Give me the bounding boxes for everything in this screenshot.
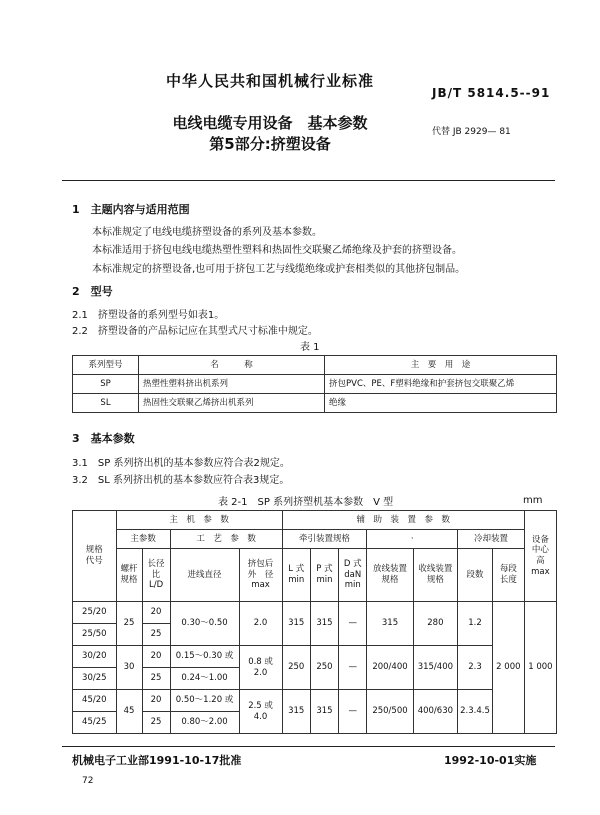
group-header-haul: 牵引装置规格 — [282, 530, 367, 549]
table-cell: 20 — [142, 690, 170, 712]
col-header: 长径比 L/D — [142, 549, 170, 602]
table-cell: 25/20 — [73, 602, 117, 624]
col-header: L 式 min — [282, 549, 310, 602]
table-cell: 30/20 — [73, 646, 117, 668]
group-header-mainparam: 主参数 — [116, 530, 170, 549]
table-cell: 400/630 — [413, 690, 457, 734]
table-1 — [72, 355, 557, 413]
header-rule — [62, 180, 555, 181]
table-cell: 0.24～1.00 — [170, 668, 239, 690]
col-header: P 式 min — [310, 549, 338, 602]
table-cell: 2.3 — [458, 646, 493, 690]
col-header: 收线装置 规格 — [413, 549, 457, 602]
paragraph: 2.1 挤塑设备的系列型号如表1。 — [72, 310, 225, 321]
table-cell: 315 — [310, 602, 338, 646]
col-header: 放线装置 规格 — [367, 549, 413, 602]
document-title: 电线电缆专用设备 基本参数 — [172, 114, 368, 132]
footer-rule — [62, 746, 555, 747]
table-cell: 绝缘 — [325, 394, 557, 413]
paragraph: 本标准适用于挤包电线电缆热塑性塑料和热固性交联聚乙烯绝缘及护套的挤塑设备。 — [92, 245, 462, 256]
table-cell: 45/25 — [73, 712, 117, 734]
table2-caption: 表 2-1 SP 系列挤塑机基本参数 V 型 — [218, 497, 394, 508]
document-subtitle: 第5部分:挤塑设备 — [209, 135, 331, 153]
table-cell: 20 — [142, 602, 170, 624]
table-cell: 315/400 — [413, 646, 457, 690]
col-header: 挤包后 外 径 max — [239, 549, 282, 602]
table-cell: 25 — [142, 712, 170, 734]
table-cell: 45/20 — [73, 690, 117, 712]
section-1-heading: 1 主题内容与适用范围 — [72, 203, 190, 216]
table-cell: 315 — [367, 602, 413, 646]
table-2 — [72, 510, 557, 734]
table-cell: 45 — [116, 690, 142, 734]
table-cell: 315 — [282, 690, 310, 734]
table-cell: 2.5 或 4.0 — [239, 690, 282, 734]
page-number: 72 — [82, 776, 94, 786]
table-cell: 热塑性塑料挤出机系列 — [139, 375, 325, 394]
table-cell: 30 — [116, 646, 142, 690]
group-header-main: 主 机 参 数 — [116, 511, 282, 530]
col-header-spec: 规格 代号 — [73, 511, 117, 602]
table-cell: 0.30～0.50 — [170, 602, 239, 646]
table-cell: 1.2 — [458, 602, 493, 646]
table-cell: SP — [73, 375, 139, 394]
table-cell: 2.3.4.5 — [458, 690, 493, 734]
table-cell: 20 — [142, 646, 170, 668]
table-cell: 0.80～2.00 — [170, 712, 239, 734]
table-cell: 250/500 — [367, 690, 413, 734]
group-header-cooling: 冷却装置 — [458, 530, 525, 549]
table-cell: — — [339, 602, 367, 646]
table-cell: 30/25 — [73, 668, 117, 690]
col-header-center-height: 设备 中心 高 max — [524, 511, 556, 602]
section-2-heading: 2 型号 — [72, 285, 113, 298]
table-cell: 200/400 — [367, 646, 413, 690]
table-cell: 315 — [282, 602, 310, 646]
paragraph: 2.2 挤塑设备的产品标记应在其型式尺寸标准中规定。 — [72, 326, 318, 337]
group-header-process: 工 艺 参 数 — [170, 530, 282, 549]
paragraph: 本标准规定了电线电缆挤塑设备的系列及基本参数。 — [92, 227, 322, 238]
table1-caption: 表 1 — [300, 342, 320, 353]
approval-note: 机械电子工业部1991-10-17批准 — [72, 754, 242, 767]
table-cell: 2 000 — [492, 602, 524, 734]
paragraph: 3.2 SL 系列挤出机的基本参数应符合表3规定。 — [72, 475, 290, 486]
table-cell: 0.8 或 2.0 — [239, 646, 282, 690]
standard-org-title: 中华人民共和国机械行业标准 — [165, 72, 374, 90]
table-cell: 280 — [413, 602, 457, 646]
table-cell: 挤包PVC、PE、F塑料绝缘和护套挤包交联聚乙烯 — [325, 375, 557, 394]
group-header-dot: · — [367, 530, 458, 549]
section-3-heading: 3 基本参数 — [72, 432, 135, 445]
table-header: 名 称 — [139, 356, 325, 375]
table-cell: 25/50 — [73, 624, 117, 646]
table2-unit: mm — [523, 495, 543, 506]
col-header: D 式 daN min — [339, 549, 367, 602]
col-header: 进线直径 — [170, 549, 239, 602]
group-header-aux: 辅 助 装 置 参 数 — [282, 511, 524, 530]
col-header: 每段 长度 — [492, 549, 524, 602]
paragraph: 本标准规定的挤塑设备,也可用于挤包工艺与线缆绝缘或护套相类似的其他挤包制品。 — [92, 264, 466, 275]
col-header: 段数 — [458, 549, 493, 602]
table-cell: SL — [73, 394, 139, 413]
table-cell: 250 — [282, 646, 310, 690]
col-header: 螺杆 规格 — [116, 549, 142, 602]
table-cell: 315 — [310, 690, 338, 734]
table-cell: 25 — [142, 624, 170, 646]
table-cell: — — [339, 690, 367, 734]
table-header: 系列型号 — [73, 356, 139, 375]
table-cell: 0.50～1.20 或 — [170, 690, 239, 712]
table-cell: 2.0 — [239, 602, 282, 646]
table-cell: 25 — [116, 602, 142, 646]
table-cell: 250 — [310, 646, 338, 690]
standard-number: JB/T 5814.5--91 — [432, 86, 551, 100]
table-cell: 25 — [142, 668, 170, 690]
effective-date: 1992-10-01实施 — [444, 754, 537, 767]
table-header: 主 要 用 途 — [325, 356, 557, 375]
table-cell: 热固性交联聚乙烯挤出机系列 — [139, 394, 325, 413]
table-cell: — — [339, 646, 367, 690]
paragraph: 3.1 SP 系列挤出机的基本参数应符合表2规定。 — [72, 458, 290, 469]
replaces-note: 代替 JB 2929— 81 — [432, 127, 511, 137]
table-cell: 0.15～0.30 或 — [170, 646, 239, 668]
table-cell: 1 000 — [524, 602, 556, 734]
